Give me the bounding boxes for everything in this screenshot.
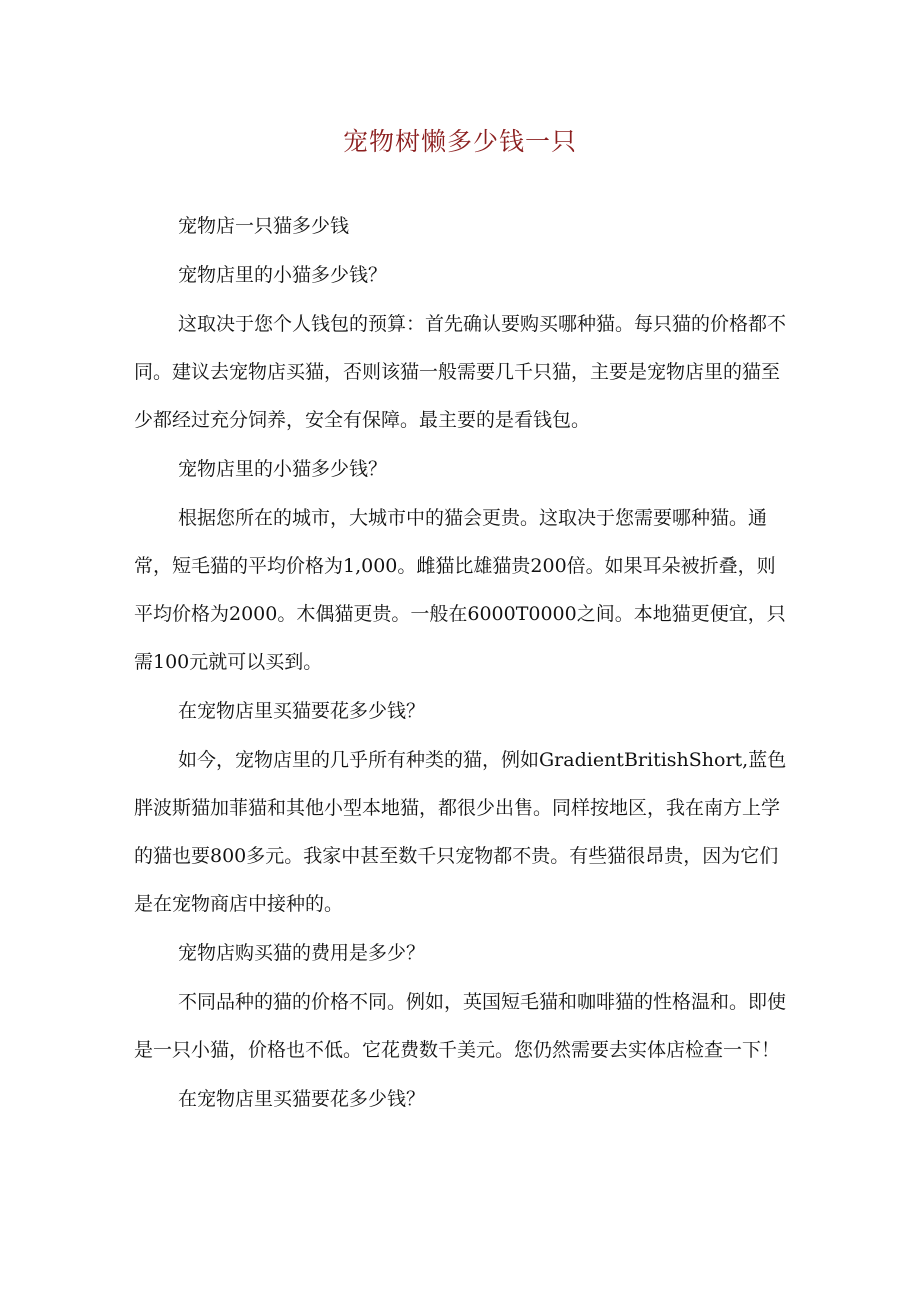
paragraph-heading: 宠物店一只猫多少钱: [178, 215, 350, 237]
question-heading: 在宠物店里买猫要花多少钱？: [178, 700, 426, 722]
paragraph: 如今，宠物店里的几乎所有种类的猫，例如GradientBritishShort,蓝色胖波斯猫加菲猫和其他小型本地猫，都很少出售。同样按地区，我在南方上学的猫也要800多元。我家中甚至数千只宠物都不贵。有些猫很昂贵，因为它们是在宠物商店中接种的。: [134, 749, 787, 915]
question-heading: 宠物店里的小猫多少钱？: [178, 264, 388, 286]
document-title: 宠物树懒多少钱一只: [342, 127, 577, 156]
document-body: [134, 202, 789, 1124]
paragraph: 这取决于您个人钱包的预算：首先确认要购买哪种猫。每只猫的价格都不同。建议去宠物店买猫，否则该猫一般需要几千只猫，主要是宠物店里的猫至少都经过充分饲养，安全有保障。最主要的是看钱包。: [134, 313, 787, 431]
question-heading: 宠物店购买猫的费用是多少？: [178, 942, 426, 964]
paragraph: 不同品种的猫的价格不同。例如，英国短毛猫和咖啡猫的性格温和。即使是一只小猫，价格也不低。它花费数千美元。您仍然需要去实体店检查一下！: [134, 991, 787, 1061]
question-heading: 宠物店里的小猫多少钱？: [178, 458, 388, 480]
question-heading: 在宠物店里买猫要花多少钱？: [178, 1088, 426, 1110]
paragraph: 根据您所在的城市，大城市中的猫会更贵。这取决于您需要哪种猫。通常，短毛猫的平均价格为1,000。雌猫比雄猫贵200倍。如果耳朵被折叠，则平均价格为2000。木偶猫更贵。一般在6000T0000之间。本地猫更便宜，只需100元就可以买到。: [134, 507, 786, 673]
